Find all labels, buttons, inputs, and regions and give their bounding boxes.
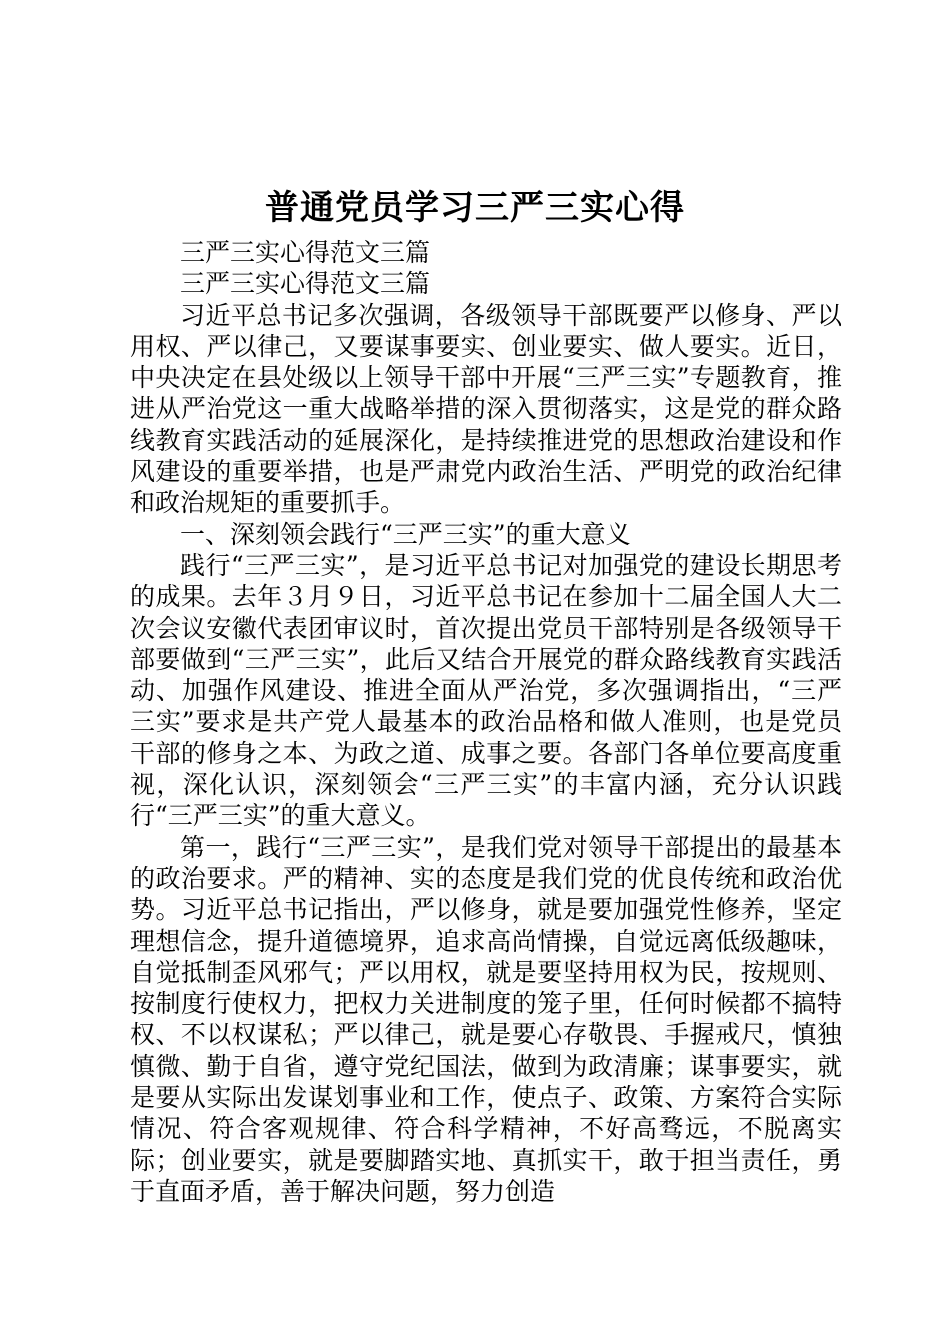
intro-paragraph: 习近平总书记多次强调，各级领导干部既要严以修身、严以用权、严以律己，又要谋事要实、创业要实、做人要实。近日，中央决定在县处级以上领导干部中开展“三严三实”专题教育，推进从严治党这一重大战略举措的深入贯彻落实，这是党的群众路线教育实践活动的延展深化，是持续推进党的思想政治建设和作风建设的重要举措，也是严肃党内政治生活、严明党的政治纪律和政治规矩的重要抓手。	[130, 300, 842, 518]
document-title: 普通党员学习三严三实心得	[265, 188, 685, 228]
body-paragraph: 践行“三严三实”，是习近平总书记对加强党的建设长期思考的成果。去年３月９日，习近平总书记在参加十二届全国人大二次会议安徽代表团审议时，首次提出党员干部特别是各级领导干部要做到“三严三实”，此后又结合开展党的群众路线教育实践活动、加强作风建设、推进全面从严治党，多次强调指出，“三严三实”要求是共产党人最基本的政治品格和做人准则，也是党员干部的修身之本、为政之道、成事之要。各部门各单位要高度重视，深化认识，深刻领会“三严三实”的丰富内涵，充分认识践行“三严三实”的重大意义。	[130, 550, 842, 831]
subtitle-line-1: 三严三实心得范文三篇	[180, 238, 431, 267]
section-heading: 一、深刻领会践行“三严三实”的重大意义	[180, 519, 631, 549]
document-body	[130, 237, 842, 1207]
body-paragraph: 第一，践行“三严三实”，是我们党对领导干部提出的最基本的政治要求。严的精神、实的态度是我们党的优良传统和政治优势。习近平总书记指出，严以修身，就是要加强党性修养，坚定理想信念，提升道德境界，追求高尚情操，自觉远离低级趣味，自觉抵制歪风邪气；严以用权，就是要坚持用权为民，按规则、按制度行使权力，把权力关进制度的笼子里，任何时候都不搞特权、不以权谋私；严以律己，就是要心存敬畏、手握戒尺，慎独慎微、勤于自省，遵守党纪国法，做到为政清廉；谋事要实，就是要从实际出发谋划事业和工作，使点子、政策、方案符合实际情况、符合客观规律、符合科学精神，不好高骛远，不脱离实际；创业要实，就是要脚踏实地、真抓实干，敢于担当责任，勇于直面矛盾，善于解决问题，努力创造	[130, 832, 842, 1206]
subtitle-line-2: 三严三实心得范文三篇	[180, 269, 431, 299]
